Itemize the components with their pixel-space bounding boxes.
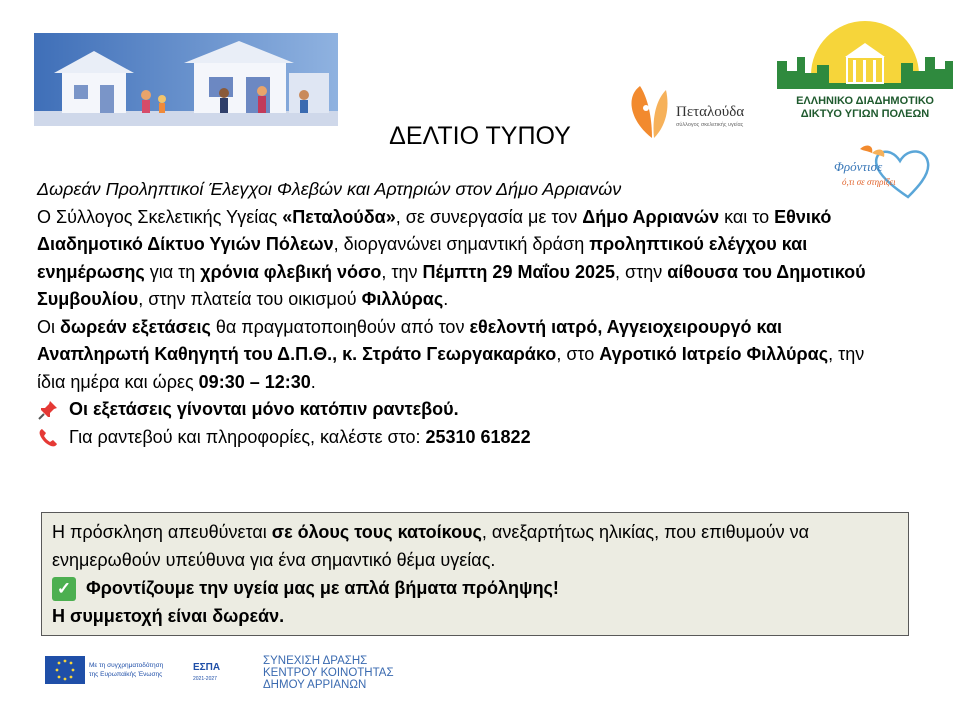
subtitle: Δωρεάν Προληπτικοί Έλεγχοι Φλεβών και Αρτηριών στον Δήμο Αρριανών [37, 179, 622, 199]
phone-icon [37, 427, 59, 449]
svg-text:ό,τι σε στηρίζει: ό,τι σε στηρίζει [842, 177, 896, 187]
free-participation: Η συμμετοχή είναι δωρεάν. [52, 606, 285, 626]
phone-number[interactable]: 25310 61822 [425, 426, 531, 447]
butterfly-logo [622, 78, 762, 144]
paragraph-event: Ο Σύλλογος Σκελετικής Υγείας «Πεταλούδα», σε συνεργασία με τον Δήμο Αρριανών και το Εθνικό Διαδημοτικό Δίκτυο Υγιών Πόλεων, διοργανώνει σημαντική δράση προληπτικού ελέγχου και ενημέρωσης για τη χρόνια φλεβική νόσο, την Πέμπτη 29 Μαΐου 2025, στην αίθουσα του Δημοτικού Συμβουλίου, στην πλατεία του οικισμού Φιλλύρας. [37, 206, 866, 309]
svg-text:Πεταλούδα: Πεταλούδα [676, 104, 745, 120]
svg-text:ΚΕΝΤΡΟΥ ΚΟΙΝΟΤΗΤΑΣ: ΚΕΝΤΡΟΥ ΚΟΙΝΟΤΗΤΑΣ [263, 667, 394, 679]
check-mark-icon: ✓ [52, 577, 76, 601]
butterfly-wing-icon [631, 86, 652, 138]
svg-text:Με τη συγχρηματοδότηση: Με τη συγχρηματοδότηση [89, 662, 164, 669]
appointment-note: Οι εξετάσεις γίνονται μόνο κατόπιν ραντεβού. [37, 396, 887, 424]
svg-text:σύλλογος σκελετικής υγείας: σύλλογος σκελετικής υγείας [676, 122, 744, 128]
svg-text:ΕΣΠΑ: ΕΣΠΑ [193, 662, 221, 673]
svg-text:Φρόντισε: Φρόντισε [834, 159, 883, 174]
svg-text:της Ευρωπαϊκής Ένωσης: της Ευρωπαϊκής Ένωσης [89, 671, 163, 678]
paragraph-exams: Οι δωρεάν εξετάσεις θα πραγματοποιηθούν από τον εθελοντή ιατρό, Αγγειοχειρουργό και Αναπληρωτή Καθηγητή του Δ.Π.Θ., κ. Στράτο Γεωργακαράκο, στο Αγροτικό Ιατρείο Φιλλύρας, την ίδια ημέρα και ώρες 09:30 – 12:30. [37, 316, 865, 392]
page-title: ΔΕΛΤΙΟ ΤΥΠΟΥ [389, 122, 571, 150]
svg-text:ΔΗΜΟΥ ΑΡΡΙΑΝΩΝ: ΔΗΜΟΥ ΑΡΡΙΑΝΩΝ [263, 679, 367, 688]
svg-text:ΣΥΝΕΧΙΣΗ ΔΡΑΣΗΣ: ΣΥΝΕΧΙΣΗ ΔΡΑΣΗΣ [263, 655, 368, 667]
funding-footer [45, 654, 485, 688]
svg-text:ΔΙΚΤΥΟ ΥΓΙΩΝ ΠΟΛΕΩΝ: ΔΙΚΤΥΟ ΥΓΙΩΝ ΠΟΛΕΩΝ [800, 108, 930, 120]
invitation-text: Η πρόσκληση απευθύνεται σε όλους τους κατοίκους, ανεξαρτήτως ηλικίας, που επιθυμούν να ενημερωθούν υπεύθυνα για ένα σημαντικό θέμα υγείας. [52, 522, 810, 570]
press-release-body [37, 176, 887, 451]
health-slogan: ✓ Φροντίζουμε την υγεία μας με απλά βήματα πρόληψης! [52, 574, 898, 602]
svg-text:ΕΛΛΗΝΙΚΟ ΔΙΑΔΗΜΟΤΙΚΟ: ΕΛΛΗΝΙΚΟ ΔΙΑΔΗΜΟΤΙΚΟ [796, 95, 934, 107]
phone-line: Για ραντεβού και πληροφορίες, καλέστε στο: 25310 61822 [37, 424, 887, 452]
invitation-box [41, 512, 909, 636]
pushpin-icon [37, 399, 59, 421]
healthy-cities-logo [777, 13, 953, 123]
banner-illustration [34, 33, 338, 126]
svg-text:2021-2027: 2021-2027 [193, 676, 217, 682]
